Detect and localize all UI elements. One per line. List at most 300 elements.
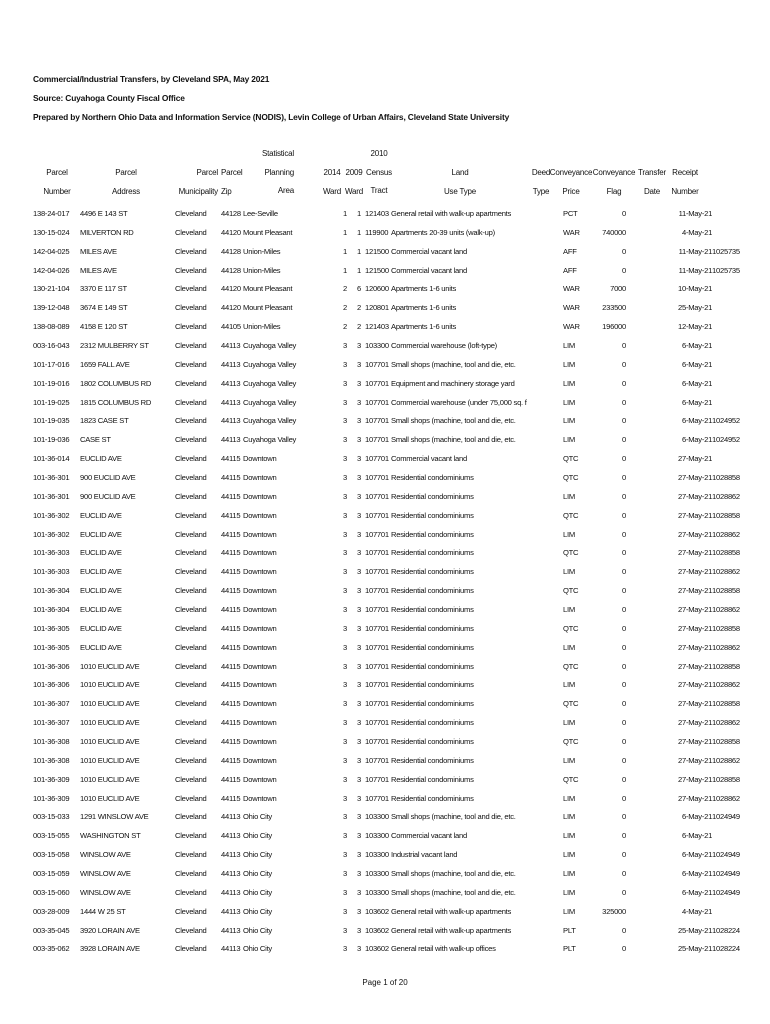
cell-deed-type: LIM (563, 793, 575, 803)
table-row (33, 600, 742, 619)
cell-ward-2014: 3 (343, 906, 347, 916)
cell-parcel-address: EUCLID AVE (80, 567, 122, 577)
cell-ward-2014: 2 (343, 322, 347, 332)
cell-transfer-date: 27-May-21 (678, 472, 713, 482)
cell-conveyance-flag (626, 789, 678, 808)
header-planning-area: Statistical Planning Area (261, 149, 294, 195)
cell-census-tract: 103602 (365, 944, 389, 954)
cell-municipality: Cleveland (175, 925, 207, 935)
cell-receipt-number: 1028858 (712, 548, 740, 558)
cell-transfer-date: 11-May-21 (678, 208, 713, 218)
cell-parcel-number: 101-19-035 (33, 416, 70, 426)
cell-municipality: Cleveland (175, 661, 207, 671)
cell-conveyance-price: 0 (622, 529, 626, 539)
cell-parcel-address: EUCLID AVE (80, 548, 122, 558)
cell-receipt-number: 1028858 (712, 510, 740, 520)
cell-zip: 44113 (221, 831, 241, 841)
table-row (33, 430, 742, 449)
cell-ward-2009: 3 (357, 925, 361, 935)
cell-municipality: Cleveland (175, 397, 207, 407)
cell-ward-2009: 2 (357, 303, 361, 313)
cell-planning-area: Downtown (243, 755, 277, 765)
header-conveyance-price: Conveyance Price (549, 168, 593, 196)
cell-ward-2014: 3 (343, 661, 347, 671)
cell-zip: 44113 (221, 906, 241, 916)
cell-conveyance-flag (626, 298, 678, 317)
cell-transfer-date: 27-May-21 (678, 718, 713, 728)
cell-deed-type: LIM (563, 755, 575, 765)
cell-zip: 44113 (221, 925, 241, 935)
cell-ward-2009: 3 (357, 680, 361, 690)
cell-census-tract: 120801 (365, 303, 389, 313)
cell-census-tract: 103300 (365, 869, 389, 878)
cell-transfer-date: 4-May-21 (681, 227, 713, 237)
cell-land-use-type: Residential condominiums (391, 604, 474, 614)
cell-land-use-type: Residential condominiums (391, 774, 474, 784)
cell-parcel-address: 4496 E 143 ST (80, 208, 128, 218)
cell-transfer-date: 6-May-21 (681, 850, 713, 860)
cell-zip: 44120 (221, 227, 241, 237)
cell-transfer-date: 27-May-21 (678, 755, 713, 765)
cell-census-tract: 107701 (365, 510, 389, 520)
cell-receipt-number (712, 223, 742, 242)
cell-parcel-number: 101-36-301 (33, 491, 70, 501)
cell-receipt-number: 1028858 (712, 623, 740, 633)
cell-receipt-number (712, 374, 742, 393)
header-census-tract: 2010 Census Tract (366, 149, 392, 195)
table-row (33, 940, 742, 959)
cell-parcel-address: EUCLID AVE (80, 604, 122, 614)
cell-land-use-type: Residential condominiums (391, 736, 474, 746)
cell-zip: 44115 (221, 736, 241, 746)
table-row (33, 468, 742, 487)
cell-parcel-number: 101-36-301 (33, 472, 70, 482)
cell-zip: 44115 (221, 529, 241, 539)
cell-conveyance-price: 0 (622, 265, 626, 275)
cell-ward-2009: 3 (357, 623, 361, 633)
table-row (33, 657, 742, 676)
cell-parcel-number: 101-36-306 (33, 661, 70, 671)
cell-parcel-number: 003-15-058 (33, 850, 70, 860)
cell-parcel-number: 101-36-305 (33, 642, 70, 652)
cell-planning-area: Union-Miles (243, 246, 281, 256)
cell-transfer-date: 27-May-21 (678, 529, 713, 539)
cell-census-tract: 107701 (365, 435, 389, 445)
cell-census-tract: 107701 (365, 642, 389, 652)
cell-parcel-number: 101-36-304 (33, 586, 70, 596)
cell-ward-2014: 3 (343, 736, 347, 746)
cell-conveyance-flag (626, 581, 678, 600)
table-row (33, 883, 742, 902)
cell-municipality: Cleveland (175, 718, 207, 728)
cell-census-tract: 103300 (365, 812, 389, 822)
cell-conveyance-flag (626, 694, 678, 713)
cell-conveyance-price: 0 (622, 736, 626, 746)
cell-conveyance-flag (626, 751, 678, 770)
cell-zip: 44113 (221, 869, 241, 878)
header-parcel-zip: Parcel Zip (221, 168, 243, 196)
page-number: Page 1 of 20 (362, 978, 408, 987)
cell-ward-2009: 3 (357, 378, 361, 388)
cell-municipality: Cleveland (175, 265, 207, 275)
cell-deed-type: WAR (563, 322, 580, 332)
cell-conveyance-flag (626, 675, 678, 694)
cell-census-tract: 121500 (365, 265, 389, 275)
cell-conveyance-price: 0 (622, 491, 626, 501)
cell-parcel-number: 142-04-026 (33, 265, 70, 275)
cell-municipality: Cleveland (175, 454, 207, 464)
cell-ward-2014: 3 (343, 699, 347, 709)
cell-parcel-address: EUCLID AVE (80, 586, 122, 596)
cell-conveyance-flag (626, 279, 678, 298)
cell-municipality: Cleveland (175, 510, 207, 520)
cell-zip: 44115 (221, 586, 241, 596)
cell-land-use-type: Small shops (machine, tool and die, etc. (391, 812, 516, 822)
cell-parcel-address: EUCLID AVE (80, 510, 122, 520)
cell-census-tract: 107701 (365, 472, 389, 482)
cell-planning-area: Ohio City (243, 850, 272, 860)
cell-parcel-address: 1010 EUCLID AVE (80, 699, 140, 709)
cell-land-use-type: Commercial vacant land (391, 831, 467, 841)
cell-ward-2014: 3 (343, 359, 347, 369)
cell-parcel-address: 3928 LORAIN AVE (80, 944, 140, 954)
cell-ward-2009: 3 (357, 491, 361, 501)
cell-receipt-number: 1028862 (712, 642, 740, 652)
cell-planning-area: Downtown (243, 510, 277, 520)
cell-transfer-date: 25-May-21 (678, 303, 713, 313)
cell-parcel-address: EUCLID AVE (80, 529, 122, 539)
cell-planning-area: Cuyahoga Valley (243, 359, 297, 369)
table-row (33, 223, 742, 242)
cell-land-use-type: General retail with walk-up apartments (391, 925, 512, 935)
cell-ward-2009: 3 (357, 472, 361, 482)
cell-conveyance-price: 325000 (602, 906, 626, 916)
cell-receipt-number: 1024949 (712, 812, 740, 822)
cell-conveyance-price: 0 (622, 680, 626, 690)
report-source: Source: Cuyahoga County Fiscal Office (33, 93, 185, 103)
cell-planning-area: Downtown (243, 661, 277, 671)
cell-planning-area: Downtown (243, 623, 277, 633)
cell-census-tract: 107701 (365, 623, 389, 633)
transfers-table-body (33, 204, 742, 958)
cell-land-use-type: General retail with walk-up offices (391, 944, 496, 954)
cell-municipality: Cleveland (175, 359, 207, 369)
cell-ward-2009: 3 (357, 642, 361, 652)
cell-zip: 44105 (221, 322, 241, 332)
cell-land-use-type: Residential condominiums (391, 793, 474, 803)
cell-zip: 44120 (221, 303, 241, 313)
cell-planning-area: Downtown (243, 718, 277, 728)
cell-parcel-address: 1010 EUCLID AVE (80, 793, 140, 803)
cell-conveyance-price: 740000 (602, 227, 626, 237)
cell-census-tract: 107701 (365, 397, 389, 407)
cell-zip: 44113 (221, 378, 241, 388)
cell-land-use-type: Residential condominiums (391, 642, 474, 652)
cell-land-use-type: Residential condominiums (391, 510, 474, 520)
cell-conveyance-price: 0 (622, 378, 626, 388)
cell-parcel-address: 1010 EUCLID AVE (80, 755, 140, 765)
cell-land-use-type: Small shops (machine, tool and die, etc. (391, 416, 516, 426)
cell-deed-type: QTC (563, 774, 579, 784)
cell-conveyance-flag (626, 562, 678, 581)
cell-planning-area: Lee-Seville (243, 208, 278, 218)
cell-census-tract: 107701 (365, 359, 389, 369)
table-row (33, 543, 742, 562)
cell-parcel-number: 101-36-308 (33, 755, 70, 765)
cell-receipt-number: 1028858 (712, 774, 740, 784)
cell-planning-area: Downtown (243, 604, 277, 614)
cell-transfer-date: 27-May-21 (678, 454, 713, 464)
table-row (33, 751, 742, 770)
cell-zip: 44128 (221, 246, 241, 256)
cell-deed-type: LIM (563, 906, 575, 916)
cell-transfer-date: 6-May-21 (681, 887, 713, 897)
cell-deed-type: QTC (563, 623, 579, 633)
cell-deed-type: LIM (563, 850, 575, 860)
cell-parcel-address: WINSLOW AVE (80, 887, 131, 897)
header-parcel-number: Parcel Number (43, 168, 71, 196)
cell-transfer-date: 27-May-21 (678, 793, 713, 803)
cell-land-use-type: Commercial vacant land (391, 246, 467, 256)
cell-land-use-type: Commercial vacant land (391, 265, 467, 275)
table-row (33, 525, 742, 544)
cell-transfer-date: 27-May-21 (678, 680, 713, 690)
cell-parcel-address: 1010 EUCLID AVE (80, 736, 140, 746)
header-ward-2014: 2014 Ward (322, 168, 342, 196)
cell-transfer-date: 27-May-21 (678, 642, 713, 652)
cell-conveyance-flag (626, 845, 678, 864)
cell-conveyance-price: 0 (622, 246, 626, 256)
cell-census-tract: 107701 (365, 548, 389, 558)
cell-conveyance-flag (626, 883, 678, 902)
cell-transfer-date: 4-May-21 (681, 906, 713, 916)
cell-planning-area: Ohio City (243, 887, 272, 897)
cell-conveyance-price: 0 (622, 812, 626, 822)
cell-conveyance-flag (626, 826, 678, 845)
cell-ward-2014: 3 (343, 869, 347, 878)
cell-conveyance-flag (626, 525, 678, 544)
cell-land-use-type: Residential condominiums (391, 755, 474, 765)
table-row (33, 770, 742, 789)
cell-deed-type: LIM (563, 435, 575, 445)
cell-deed-type: QTC (563, 510, 579, 520)
cell-conveyance-price: 0 (622, 604, 626, 614)
cell-ward-2014: 3 (343, 642, 347, 652)
cell-conveyance-flag (626, 487, 678, 506)
cell-deed-type: LIM (563, 359, 575, 369)
cell-parcel-address: 1010 EUCLID AVE (80, 718, 140, 728)
cell-zip: 44115 (221, 699, 241, 709)
cell-parcel-number: 142-04-025 (33, 246, 70, 256)
cell-conveyance-price: 0 (622, 887, 626, 897)
table-row (33, 204, 742, 223)
cell-municipality: Cleveland (175, 887, 207, 897)
cell-parcel-number: 101-36-307 (33, 718, 70, 728)
cell-municipality: Cleveland (175, 284, 207, 294)
cell-receipt-number: 1028858 (712, 661, 740, 671)
cell-census-tract: 107701 (365, 491, 389, 501)
cell-receipt-number: 1024949 (712, 850, 740, 860)
cell-municipality: Cleveland (175, 755, 207, 765)
cell-ward-2014: 3 (343, 812, 347, 822)
cell-receipt-number: 1028862 (712, 718, 740, 728)
cell-transfer-date: 11-May-21 (678, 246, 713, 256)
cell-ward-2009: 3 (357, 793, 361, 803)
cell-parcel-number: 101-19-036 (33, 435, 70, 445)
cell-parcel-address: 1802 COLUMBUS RD (80, 378, 152, 388)
cell-parcel-number: 003-15-033 (33, 812, 70, 822)
cell-census-tract: 103300 (365, 340, 389, 350)
cell-conveyance-price: 0 (622, 944, 626, 954)
cell-ward-2014: 3 (343, 774, 347, 784)
cell-ward-2009: 3 (357, 661, 361, 671)
cell-municipality: Cleveland (175, 246, 207, 256)
cell-municipality: Cleveland (175, 567, 207, 577)
cell-planning-area: Downtown (243, 529, 277, 539)
cell-deed-type: LIM (563, 887, 575, 897)
cell-ward-2014: 3 (343, 680, 347, 690)
table-row (33, 336, 742, 355)
cell-planning-area: Downtown (243, 680, 277, 690)
cell-receipt-number (712, 449, 742, 468)
cell-planning-area: Downtown (243, 472, 277, 482)
cell-planning-area: Cuyahoga Valley (243, 435, 297, 445)
cell-receipt-number: 1028862 (712, 491, 740, 501)
cell-ward-2009: 3 (357, 736, 361, 746)
cell-planning-area: Downtown (243, 642, 277, 652)
cell-zip: 44115 (221, 642, 241, 652)
cell-receipt-number (712, 298, 742, 317)
cell-parcel-address: MILVERTON RD (80, 227, 134, 237)
cell-parcel-number: 130-15-024 (33, 227, 70, 237)
cell-census-tract: 107701 (365, 699, 389, 709)
cell-planning-area: Downtown (243, 774, 277, 784)
cell-zip: 44115 (221, 680, 241, 690)
cell-ward-2014: 1 (343, 265, 347, 275)
cell-deed-type: LIM (563, 812, 575, 822)
cell-parcel-address: EUCLID AVE (80, 623, 122, 633)
cell-conveyance-flag (626, 223, 678, 242)
cell-ward-2014: 3 (343, 510, 347, 520)
table-row (33, 808, 742, 827)
cell-land-use-type: Apartments 1-6 units (391, 322, 457, 332)
cell-conveyance-flag (626, 411, 678, 430)
cell-ward-2009: 3 (357, 869, 361, 878)
cell-ward-2009: 3 (357, 416, 361, 426)
cell-receipt-number: 1028862 (712, 680, 740, 690)
cell-transfer-date: 6-May-21 (681, 416, 713, 426)
cell-municipality: Cleveland (175, 623, 207, 633)
cell-parcel-address: MILES AVE (80, 246, 117, 256)
cell-deed-type: LIM (563, 718, 575, 728)
cell-parcel-address: 900 EUCLID AVE (80, 491, 136, 501)
cell-land-use-type: Residential condominiums (391, 548, 474, 558)
cell-land-use-type: General retail with walk-up apartments (391, 208, 512, 218)
cell-parcel-address: 1010 EUCLID AVE (80, 680, 140, 690)
cell-municipality: Cleveland (175, 416, 207, 426)
cell-deed-type: PLT (563, 944, 576, 954)
cell-ward-2009: 3 (357, 435, 361, 445)
cell-receipt-number: 1028862 (712, 793, 740, 803)
cell-conveyance-price: 0 (622, 755, 626, 765)
cell-ward-2014: 3 (343, 454, 347, 464)
cell-zip: 44115 (221, 548, 241, 558)
report-title: Commercial/Industrial Transfers, by Cleveland SPA, May 2021 (33, 74, 270, 84)
cell-land-use-type: Residential condominiums (391, 680, 474, 690)
cell-conveyance-price: 0 (622, 774, 626, 784)
cell-ward-2014: 3 (343, 887, 347, 897)
cell-transfer-date: 27-May-21 (678, 491, 713, 501)
header-transfer-date: Transfer Date (638, 168, 666, 196)
cell-deed-type: PLT (563, 925, 576, 935)
cell-census-tract: 103300 (365, 831, 389, 841)
cell-zip: 44115 (221, 604, 241, 614)
cell-planning-area: Downtown (243, 454, 277, 464)
cell-land-use-type: Commercial warehouse (under 75,000 sq. f (391, 397, 527, 407)
cell-deed-type: LIM (563, 604, 575, 614)
cell-receipt-number (712, 355, 742, 374)
cell-conveyance-flag (626, 940, 678, 959)
table-row (33, 298, 742, 317)
cell-census-tract: 107701 (365, 718, 389, 728)
cell-zip: 44115 (221, 718, 241, 728)
cell-ward-2014: 3 (343, 472, 347, 482)
cell-parcel-number: 101-36-303 (33, 548, 70, 558)
cell-ward-2009: 2 (357, 322, 361, 332)
cell-conveyance-flag (626, 393, 678, 412)
cell-ward-2014: 3 (343, 793, 347, 803)
table-row (33, 506, 742, 525)
cell-transfer-date: 27-May-21 (678, 623, 713, 633)
cell-transfer-date: 27-May-21 (678, 736, 713, 746)
cell-conveyance-flag (626, 638, 678, 657)
cell-conveyance-flag (626, 204, 678, 223)
cell-municipality: Cleveland (175, 831, 207, 841)
cell-municipality: Cleveland (175, 472, 207, 482)
table-row (33, 242, 742, 261)
header-land-use-type: Land Use Type (443, 168, 477, 196)
cell-conveyance-price: 0 (622, 340, 626, 350)
cell-parcel-number: 101-36-014 (33, 454, 70, 464)
cell-conveyance-price: 0 (622, 359, 626, 369)
cell-census-tract: 121403 (365, 322, 389, 332)
cell-deed-type: LIM (563, 680, 575, 690)
table-row (33, 411, 742, 430)
cell-ward-2009: 1 (357, 227, 361, 237)
table-row (33, 638, 742, 657)
cell-planning-area: Ohio City (243, 906, 272, 916)
cell-municipality: Cleveland (175, 850, 207, 860)
cell-parcel-number: 003-35-062 (33, 944, 70, 954)
cell-municipality: Cleveland (175, 208, 207, 218)
cell-zip: 44115 (221, 774, 241, 784)
cell-parcel-number: 101-36-309 (33, 774, 70, 784)
cell-zip: 44113 (221, 340, 241, 350)
cell-transfer-date: 27-May-21 (678, 548, 713, 558)
table-row (33, 393, 742, 412)
cell-zip: 44113 (221, 397, 241, 407)
table-row (33, 921, 742, 940)
cell-census-tract: 107701 (365, 529, 389, 539)
cell-receipt-number: 1024952 (712, 435, 740, 445)
cell-transfer-date: 6-May-21 (681, 812, 713, 822)
cell-parcel-number: 130-21-104 (33, 284, 70, 294)
table-row (33, 374, 742, 393)
cell-planning-area: Union-Miles (243, 265, 281, 275)
cell-ward-2009: 3 (357, 718, 361, 728)
cell-municipality: Cleveland (175, 642, 207, 652)
cell-zip: 44128 (221, 208, 241, 218)
